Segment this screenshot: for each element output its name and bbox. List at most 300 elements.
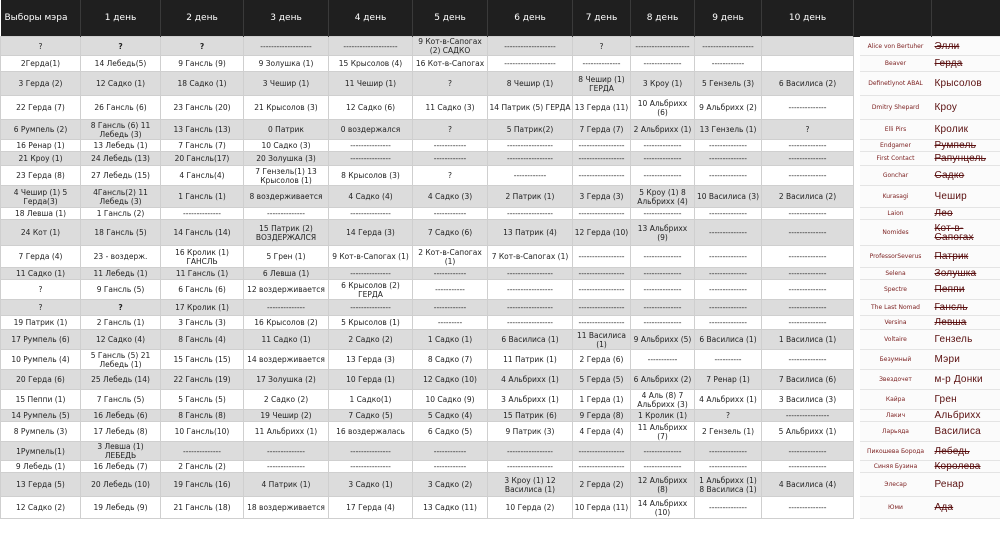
vote-cell: 3 Василиса (3): [762, 390, 854, 410]
vote-cell: ---------------: [329, 461, 413, 473]
vote-cell: 4 Чешир (1) 5 Герда(3): [1, 186, 81, 208]
role-name: Крысолов: [932, 72, 1000, 96]
role-name: м-р Донки: [932, 370, 1000, 390]
vote-cell: --------------: [695, 280, 762, 300]
vote-cell: 12 Садко (10): [413, 370, 488, 390]
vote-cell: 4 Герда (4): [573, 422, 631, 442]
vote-cell: -----------------: [573, 461, 631, 473]
vote-cell: 5 Садко (4): [413, 410, 488, 422]
vote-cell: ---------------: [329, 140, 413, 152]
vote-cell: ?: [573, 37, 631, 56]
vote-cell: 12 Садко (1): [81, 72, 161, 96]
vote-cell: ---------------: [329, 152, 413, 166]
vote-cell: 6 Левша (1): [244, 268, 329, 280]
vote-cell: ?: [1, 37, 81, 56]
vote-cell: 19 Чешир (2): [244, 410, 329, 422]
vote-cell: 14 Патрик (5) ГЕРДА: [488, 96, 573, 120]
vote-cell: ------------: [413, 268, 488, 280]
vote-cell: --------------: [695, 497, 762, 519]
role-name: Чешир: [932, 186, 1000, 208]
table-row: [1, 316, 1000, 330]
vote-cell: -----------------: [573, 280, 631, 300]
vote-cell: 7 Герда (4): [1, 246, 81, 268]
vote-cell: 12 Альбрихх (8): [631, 473, 695, 497]
header-day-7: 7 день: [573, 0, 631, 37]
vote-cell: 10 Садко (3): [244, 140, 329, 152]
vote-cell: 11 Садко (1): [244, 330, 329, 350]
role-name: Садко: [932, 166, 1000, 186]
role-name: Румпель: [932, 140, 1000, 152]
vote-cell: 7 Садко (6): [413, 220, 488, 246]
header-day-6: 6 день: [488, 0, 573, 37]
vote-cell: 15 Крысолов (4): [329, 56, 413, 72]
vote-cell: 3 Герда (3): [573, 186, 631, 208]
vote-cell: ---------------: [329, 300, 413, 316]
vote-cell: 5 Альбрихх (1): [762, 422, 854, 442]
vote-cell: 5 Гансль (5) 21 Лебедь (1): [81, 350, 161, 370]
vote-cell: 9 Кот-в-Сапогах (1): [329, 246, 413, 268]
table-row: [1, 186, 1000, 208]
player-name: Endgamer: [860, 140, 932, 152]
vote-cell: 6 Василиса (1): [695, 330, 762, 350]
table-row: [1, 442, 1000, 461]
vote-cell: --------------: [631, 152, 695, 166]
vote-cell: ---------------: [329, 442, 413, 461]
vote-cell: 13 Гансль (13): [161, 120, 244, 140]
vote-cell: --------------: [631, 208, 695, 220]
vote-cell: -----------------: [488, 280, 573, 300]
vote-cell: 2 Герда (6): [573, 350, 631, 370]
vote-cell: 18 Гансль (5): [81, 220, 161, 246]
vote-cell: 10 Садко (9): [413, 390, 488, 410]
table-row: [1, 220, 1000, 246]
vote-cell: 8 Чешир (1): [488, 72, 573, 96]
vote-cell: --------------: [631, 442, 695, 461]
player-name: Spectre: [860, 280, 932, 300]
vote-cell: 19 Патрик (1): [1, 316, 81, 330]
vote-cell: 1 Герда (1): [573, 390, 631, 410]
vote-cell: 3 Гансль (3): [161, 316, 244, 330]
vote-cell: 6 Альбрихх (2): [631, 370, 695, 390]
vote-cell: 1 Садко (1): [413, 330, 488, 350]
vote-cell: 9 Гансль (5): [81, 280, 161, 300]
vote-cell: 15 Пеппи (1): [1, 390, 81, 410]
vote-cell: ------------: [695, 56, 762, 72]
vote-cell: 13 Герда (3): [329, 350, 413, 370]
vote-cell: --------------: [631, 461, 695, 473]
vote-cell: 16 Ренар (1): [1, 140, 81, 152]
vote-cell: 9 Кот-в-Сапогах (2) САДКО: [413, 37, 488, 56]
player-name: Versina: [860, 316, 932, 330]
vote-cell: 16 Лебедь (7): [81, 461, 161, 473]
vote-cell: 17 Румпель (6): [1, 330, 81, 350]
header-day-3: 3 день: [244, 0, 329, 37]
vote-cell: 24 Кот (1): [1, 220, 81, 246]
vote-cell: 1 Гансль (2): [81, 208, 161, 220]
vote-cell: ------------: [413, 152, 488, 166]
vote-cell: --------------: [161, 208, 244, 220]
vote-cell: --------------: [695, 300, 762, 316]
table-row: [1, 72, 1000, 96]
vote-cell: --------------: [762, 220, 854, 246]
vote-cell: ------------: [488, 166, 573, 186]
vote-cell: 7 Кот-в-Сапогах (1): [488, 246, 573, 268]
vote-cell: --------------: [762, 166, 854, 186]
vote-cell: 1 Кролик (1): [631, 410, 695, 422]
vote-cell: -----------------: [488, 268, 573, 280]
vote-cell: 25 Лебедь (14): [81, 370, 161, 390]
vote-cell: 12 Садко (4): [81, 330, 161, 350]
vote-cell: 7 Гензель(1) 13 Крысолов (1): [244, 166, 329, 186]
table-row: [1, 461, 1000, 473]
player-name: Gonchar: [860, 166, 932, 186]
role-name: Гансль: [932, 300, 1000, 316]
vote-cell: ?: [1, 300, 81, 316]
header-role: [932, 0, 1000, 37]
vote-cell: 11 Альбрихх (1): [244, 422, 329, 442]
vote-cell: 11 Альбрихх (7): [631, 422, 695, 442]
vote-cell: ----------: [695, 350, 762, 370]
vote-cell: --------------: [695, 208, 762, 220]
vote-cell: 1 Гансль (1): [161, 186, 244, 208]
vote-cell: --------------: [631, 56, 695, 72]
vote-cell: --------------: [631, 268, 695, 280]
vote-cell: 8 Румпель (3): [1, 422, 81, 442]
vote-cell: 3 Герда (2): [1, 72, 81, 96]
vote-cell: 2 Василиса (2): [762, 186, 854, 208]
vote-cell: 3 Левша (1) ЛЕБЕДЬ: [81, 442, 161, 461]
player-name: First Contact: [860, 152, 932, 166]
vote-cell: ------------: [413, 461, 488, 473]
role-name: Кролик: [932, 120, 1000, 140]
vote-cell: ?: [413, 72, 488, 96]
vote-cell: 9 Герда (8): [573, 410, 631, 422]
vote-cell: --------------: [695, 166, 762, 186]
vote-cell: ---------------: [329, 208, 413, 220]
vote-cell: --------------: [695, 140, 762, 152]
vote-cell: 16 Кролик (1) ГАНСЛЬ: [161, 246, 244, 268]
vote-cell: 13 Герда (11): [573, 96, 631, 120]
vote-cell: 16 Крысолов (2): [244, 316, 329, 330]
vote-cell: --------------: [695, 152, 762, 166]
vote-cell: -----------------: [573, 166, 631, 186]
role-name: Кроу: [932, 96, 1000, 120]
vote-cell: 2 Кот-в-Сапогах (1): [413, 246, 488, 268]
vote-cell: --------------: [762, 208, 854, 220]
vote-cell: 7 Гансль (7): [161, 140, 244, 152]
vote-cell: ?: [695, 410, 762, 422]
vote-cell: 8 Садко (7): [413, 350, 488, 370]
header-player: [860, 0, 932, 37]
vote-cell: --------------: [244, 300, 329, 316]
vote-cell: 5 Герда (5): [573, 370, 631, 390]
vote-cell: 7 Гансль (5): [81, 390, 161, 410]
vote-cell: 6 Румпель (2): [1, 120, 81, 140]
vote-cell: --------------: [695, 268, 762, 280]
table-row: [1, 56, 1000, 72]
vote-cell: -----------------: [488, 208, 573, 220]
header-day-9: 9 день: [695, 0, 762, 37]
vote-cell: 10 Герда (2): [488, 497, 573, 519]
vote-cell: 14 Гансль (14): [161, 220, 244, 246]
vote-cell: 2 Патрик (1): [488, 186, 573, 208]
table-row: [1, 300, 1000, 316]
vote-cell: ----------------: [762, 410, 854, 422]
vote-cell: ------------: [413, 300, 488, 316]
vote-cell: --------------: [244, 208, 329, 220]
vote-cell: ?: [413, 166, 488, 186]
vote-cell: -----------------: [573, 316, 631, 330]
vote-cell: 27 Лебедь (15): [81, 166, 161, 186]
vote-cell: -----------------: [488, 461, 573, 473]
table-row: [1, 330, 1000, 350]
vote-cell: 8 Гансль (8): [161, 410, 244, 422]
vote-cell: 10 Румпель (4): [1, 350, 81, 370]
vote-cell: 18 Садко (1): [161, 72, 244, 96]
role-name: Золушка: [932, 268, 1000, 280]
vote-cell: 9 Гансль (9): [161, 56, 244, 72]
vote-cell: 21 Крысолов (3): [244, 96, 329, 120]
table-row: [1, 140, 1000, 152]
vote-cell: 5 Гансль (5): [161, 390, 244, 410]
vote-cell: 23 Гансль (20): [161, 96, 244, 120]
vote-cell: --------------: [762, 246, 854, 268]
header-day-4: 4 день: [329, 0, 413, 37]
vote-cell: 9 Альбрихх (5): [631, 330, 695, 350]
vote-cell: 11 Василиса (1): [573, 330, 631, 350]
table-row: [1, 422, 1000, 442]
vote-cell: 14 Румпель (5): [1, 410, 81, 422]
player-name: Definetlynot ABAL: [860, 72, 932, 96]
vote-cell: 4 Аль (8) 7 Альбрихх (3): [631, 390, 695, 410]
vote-cell: 6 Гансль (6): [161, 280, 244, 300]
vote-cell: --------------: [762, 268, 854, 280]
vote-cell: 4 Патрик (1): [244, 473, 329, 497]
vote-cell: --------------: [695, 246, 762, 268]
vote-cell: --------------: [762, 316, 854, 330]
player-name: Beaver: [860, 56, 932, 72]
vote-cell: ?: [81, 37, 161, 56]
player-name: ProfessorSeverus: [860, 246, 932, 268]
vote-cell: -----------------: [488, 140, 573, 152]
vote-cell: 8 Чешир (1) ГЕРДА: [573, 72, 631, 96]
header-day-1: 1 день: [81, 0, 161, 37]
vote-cell: 21 Кроу (1): [1, 152, 81, 166]
table-row: [1, 208, 1000, 220]
table-row: [1, 370, 1000, 390]
vote-cell: 8 воздерживается: [244, 186, 329, 208]
vote-cell: -----------------: [488, 442, 573, 461]
role-name: Альбрихх: [932, 410, 1000, 422]
vote-cell: -----------------: [573, 300, 631, 316]
player-name: The Last Nomad: [860, 300, 932, 316]
vote-cell: [762, 56, 854, 72]
vote-cell: 12 Садко (6): [329, 96, 413, 120]
vote-cell: 2 Гензель (1): [695, 422, 762, 442]
vote-cell: 1 Василиса (1): [762, 330, 854, 350]
vote-cell: --------------: [695, 316, 762, 330]
vote-cell: 10 Гансль(10): [161, 422, 244, 442]
vote-cell: 18 Левша (1): [1, 208, 81, 220]
vote-cell: 7 Ренар (1): [695, 370, 762, 390]
vote-cell: --------------: [762, 461, 854, 473]
header-row: [1, 0, 1000, 37]
player-name: Безумный: [860, 350, 932, 370]
vote-cell: 17 Кролик (1): [161, 300, 244, 316]
player-name: Nomides: [860, 220, 932, 246]
vote-cell: 7 Герда (7): [573, 120, 631, 140]
vote-cell: 16 Кот-в-Сапогах: [413, 56, 488, 72]
vote-cell: 4 Альбрихх (1): [488, 370, 573, 390]
vote-cell: 4 Альбрихх (1): [695, 390, 762, 410]
vote-cell: --------------: [762, 497, 854, 519]
vote-cell: 13 Герда (5): [1, 473, 81, 497]
vote-cell: 2 Герда (2): [573, 473, 631, 497]
vote-cell: 2 Гансль (1): [81, 316, 161, 330]
vote-cell: -------------------: [488, 56, 573, 72]
vote-cell: -----------------: [573, 268, 631, 280]
vote-cell: 23 Герда (8): [1, 166, 81, 186]
vote-cell: ---------------: [329, 268, 413, 280]
role-name: Мэри: [932, 350, 1000, 370]
vote-cell: 19 Лебедь (9): [81, 497, 161, 519]
player-name: Alice von Bertuher: [860, 37, 932, 56]
vote-cell: ------------: [413, 208, 488, 220]
table-row: [1, 410, 1000, 422]
header-elections: Выборы мэра: [1, 0, 81, 37]
vote-cell: -----------------: [573, 152, 631, 166]
table-row: [1, 473, 1000, 497]
vote-cell: 16 Лебедь (6): [81, 410, 161, 422]
vote-cell: --------------: [695, 220, 762, 246]
player-name: Voltaire: [860, 330, 932, 350]
vote-cell: --------------------: [329, 37, 413, 56]
vote-cell: 2 Альбрихх (1): [631, 120, 695, 140]
vote-cell: -------------------: [244, 37, 329, 56]
vote-cell: -----------------: [488, 316, 573, 330]
vote-cell: 8 Гансль (6) 11 Лебедь (3): [81, 120, 161, 140]
vote-cell: ?: [413, 120, 488, 140]
vote-cell: 7 Василиса (6): [762, 370, 854, 390]
player-name: Elli Pirs: [860, 120, 932, 140]
vote-cell: 5 Грен (1): [244, 246, 329, 268]
vote-cell: 10 Герда (11): [573, 497, 631, 519]
vote-cell: 10 Альбрихх (6): [631, 96, 695, 120]
vote-cell: --------------: [631, 140, 695, 152]
table-row: [1, 497, 1000, 519]
vote-cell: 24 Лебедь (13): [81, 152, 161, 166]
vote-cell: -------------------: [488, 37, 573, 56]
vote-cell: 1Румпель(1): [1, 442, 81, 461]
vote-cell: 3 Садко (2): [413, 473, 488, 497]
vote-cell: 9 Патрик (3): [488, 422, 573, 442]
vote-cell: 2Герда(1): [1, 56, 81, 72]
vote-cell: 2 Гансль (2): [161, 461, 244, 473]
vote-cell: 6 Крысолов (2) ГЕРДА: [329, 280, 413, 300]
vote-cell: 12 Садко (2): [1, 497, 81, 519]
vote-cell: --------------: [762, 140, 854, 152]
vote-cell: ?: [762, 120, 854, 140]
vote-cell: 10 Герда (1): [329, 370, 413, 390]
vote-cell: [762, 37, 854, 56]
vote-cell: 14 Герда (3): [329, 220, 413, 246]
vote-cell: 2 Садко (2): [329, 330, 413, 350]
vote-cell: 0 Патрик: [244, 120, 329, 140]
vote-cell: 4Гансль(2) 11 Лебедь (3): [81, 186, 161, 208]
table-row: [1, 268, 1000, 280]
vote-cell: 9 Альбрихх (2): [695, 96, 762, 120]
vote-cell: --------------: [762, 442, 854, 461]
vote-cell: 20 Золушка (3): [244, 152, 329, 166]
table-row: [1, 390, 1000, 410]
player-name: Ларьяда: [860, 422, 932, 442]
vote-cell: ?: [161, 37, 244, 56]
vote-cell: -----------: [413, 280, 488, 300]
vote-cell: 1 Садко(1): [329, 390, 413, 410]
role-name: Элли: [932, 37, 1000, 56]
player-name: Элесар: [860, 473, 932, 497]
player-name: Лакич: [860, 410, 932, 422]
vote-cell: 5 Патрик(2): [488, 120, 573, 140]
vote-cell: 21 Гансль (18): [161, 497, 244, 519]
vote-cell: 13 Альбрихх (9): [631, 220, 695, 246]
vote-cell: -----------------: [488, 300, 573, 316]
vote-cell: 13 Садко (11): [413, 497, 488, 519]
vote-cell: 6 Василиса (1): [488, 330, 573, 350]
vote-cell: --------------: [161, 442, 244, 461]
vote-cell: --------------: [631, 166, 695, 186]
table-row: [1, 96, 1000, 120]
player-name: Кайра: [860, 390, 932, 410]
player-name: Звездочет: [860, 370, 932, 390]
role-name: Василиса: [932, 422, 1000, 442]
role-name: Лебедь: [932, 442, 1000, 461]
vote-cell: -------------------: [695, 37, 762, 56]
vote-cell: 4 Садко (3): [413, 186, 488, 208]
vote-cell: 11 Патрик (1): [488, 350, 573, 370]
vote-cell: 26 Гансль (6): [81, 96, 161, 120]
vote-cell: -----------------: [573, 140, 631, 152]
vote-cell: -----------------: [573, 246, 631, 268]
role-name: Лео: [932, 208, 1000, 220]
vote-cell: --------------: [695, 461, 762, 473]
vote-cell: 13 Лебедь (1): [81, 140, 161, 152]
vote-cell: 3 Альбрихх (1): [488, 390, 573, 410]
vote-cell: -----------------: [488, 152, 573, 166]
vote-cell: 13 Патрик (4): [488, 220, 573, 246]
vote-cell: --------------: [573, 56, 631, 72]
vote-cell: 14 Лебедь(5): [81, 56, 161, 72]
header-day-8: 8 день: [631, 0, 695, 37]
vote-cell: --------------: [762, 152, 854, 166]
vote-cell: 12 воздерживается: [244, 280, 329, 300]
vote-cell: 12 Герда (10): [573, 220, 631, 246]
table-row: [1, 37, 1000, 56]
vote-cell: 4 Гансль(4): [161, 166, 244, 186]
vote-cell: 20 Гансль(17): [161, 152, 244, 166]
role-name: Грен: [932, 390, 1000, 410]
player-name: Юми: [860, 497, 932, 519]
vote-cell: ?: [1, 280, 81, 300]
vote-cell: --------------: [244, 442, 329, 461]
table-row: [1, 120, 1000, 140]
vote-cell: 9 Золушка (1): [244, 56, 329, 72]
header-day-10: 10 день: [762, 0, 854, 37]
vote-cell: 6 Садко (5): [413, 422, 488, 442]
player-name: Selena: [860, 268, 932, 280]
vote-cell: 15 Патрик (6): [488, 410, 573, 422]
vote-cell: 15 Гансль (15): [161, 350, 244, 370]
